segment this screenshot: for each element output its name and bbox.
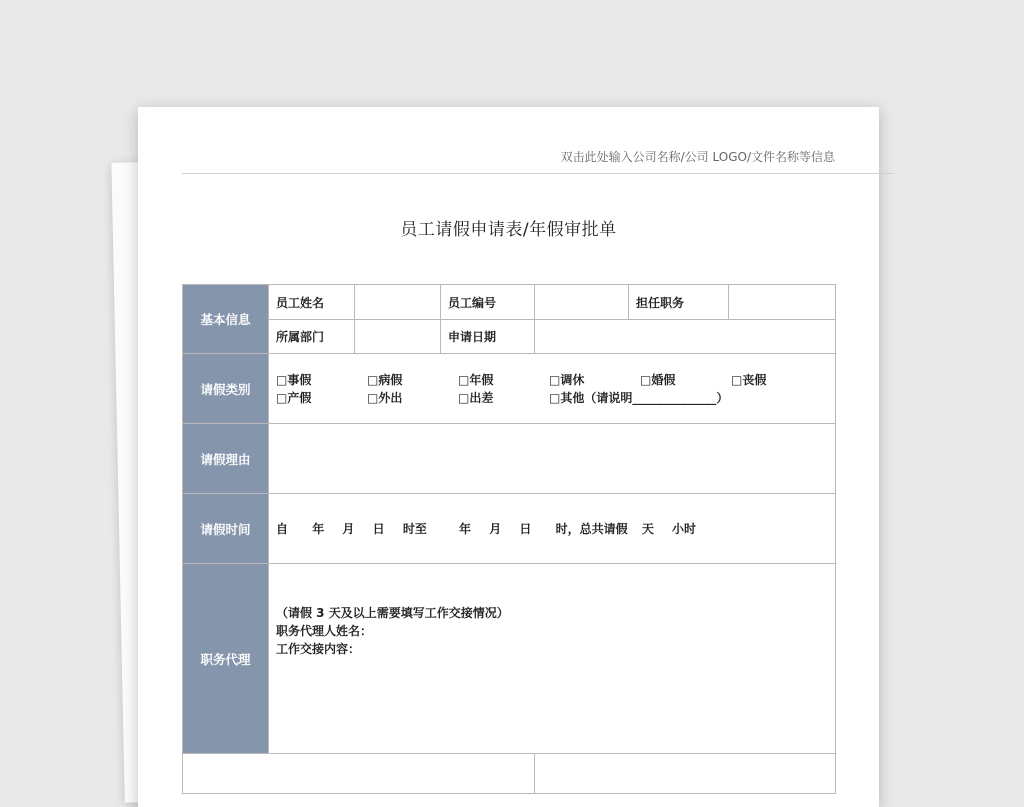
time-hour-to: 时至 [402, 522, 427, 536]
time-day-1: 日 [372, 522, 385, 536]
leave-type-row [183, 354, 836, 424]
basic-info-row-2 [183, 320, 836, 354]
leave-reason-label: 请假理由 [183, 424, 269, 494]
leave-type-options [269, 354, 836, 424]
leave-option-other[interactable]: □其他（请说明______________） [549, 390, 729, 405]
employee-name-label: 员工姓名 [269, 285, 355, 320]
leave-option-business-trip[interactable]: □出差 [458, 390, 494, 405]
leave-option-compensatory[interactable]: □调休 [549, 372, 585, 387]
apply-date-field[interactable] [535, 320, 836, 354]
leave-option-outing[interactable]: □外出 [367, 390, 403, 405]
department-label: 所属部门 [269, 320, 355, 354]
leave-time-label: 请假时间 [183, 494, 269, 564]
time-days: 天 [641, 522, 654, 536]
leave-option-sick[interactable]: □病假 [367, 372, 403, 387]
basic-info-label: 基本信息 [183, 285, 269, 354]
time-year-2: 年 [459, 522, 472, 536]
position-field[interactable] [729, 285, 836, 320]
leave-type-label: 请假类别 [183, 354, 269, 424]
employee-name-field[interactable] [355, 285, 441, 320]
position-label: 担任职务 [629, 285, 729, 320]
leave-application-form [182, 284, 836, 794]
leave-option-personal[interactable]: □事假 [276, 372, 312, 387]
department-field[interactable] [355, 320, 441, 354]
document-title: 员工请假申请表/年假审批单 [400, 220, 617, 240]
leave-option-maternity[interactable]: □产假 [276, 390, 312, 405]
time-from: 自 [276, 522, 289, 536]
basic-info-row-1 [183, 285, 836, 320]
employee-id-field[interactable] [535, 285, 629, 320]
leave-option-annual[interactable]: □年假 [458, 372, 494, 387]
proxy-name-label: 职务代理人姓名： [276, 624, 373, 638]
leave-time-field[interactable] [269, 494, 836, 564]
header-company-info[interactable]: 双击此处输入公司名称/公司 LOGO/文件名称等信息 [560, 150, 835, 164]
document-page [138, 107, 879, 807]
time-month-1: 月 [342, 522, 355, 536]
leave-reason-field[interactable] [269, 424, 836, 494]
time-day-2: 日 [519, 522, 532, 536]
proxy-label: 职务代理 [183, 564, 269, 754]
proxy-row [183, 564, 836, 754]
leave-reason-row [183, 424, 836, 494]
time-hours: 小时 [672, 522, 697, 536]
time-total: 时，总共请假 [555, 522, 628, 536]
proxy-field[interactable] [269, 564, 836, 754]
apply-date-label: 申请日期 [441, 320, 535, 354]
proxy-note: （请假 3 天及以上需要填写工作交接情况） [276, 606, 509, 620]
time-month-2: 月 [489, 522, 502, 536]
handover-label: 工作交接内容： [276, 642, 361, 656]
employee-id-label: 员工编号 [441, 285, 535, 320]
signature-cell-right[interactable] [535, 754, 836, 794]
signature-cell-left[interactable] [183, 754, 535, 794]
leave-time-row [183, 494, 836, 564]
leave-option-marriage[interactable]: □婚假 [640, 372, 676, 387]
header-divider [182, 173, 894, 174]
time-year-1: 年 [312, 522, 325, 536]
leave-option-bereavement[interactable]: □丧假 [731, 372, 767, 387]
signature-row [183, 754, 836, 794]
